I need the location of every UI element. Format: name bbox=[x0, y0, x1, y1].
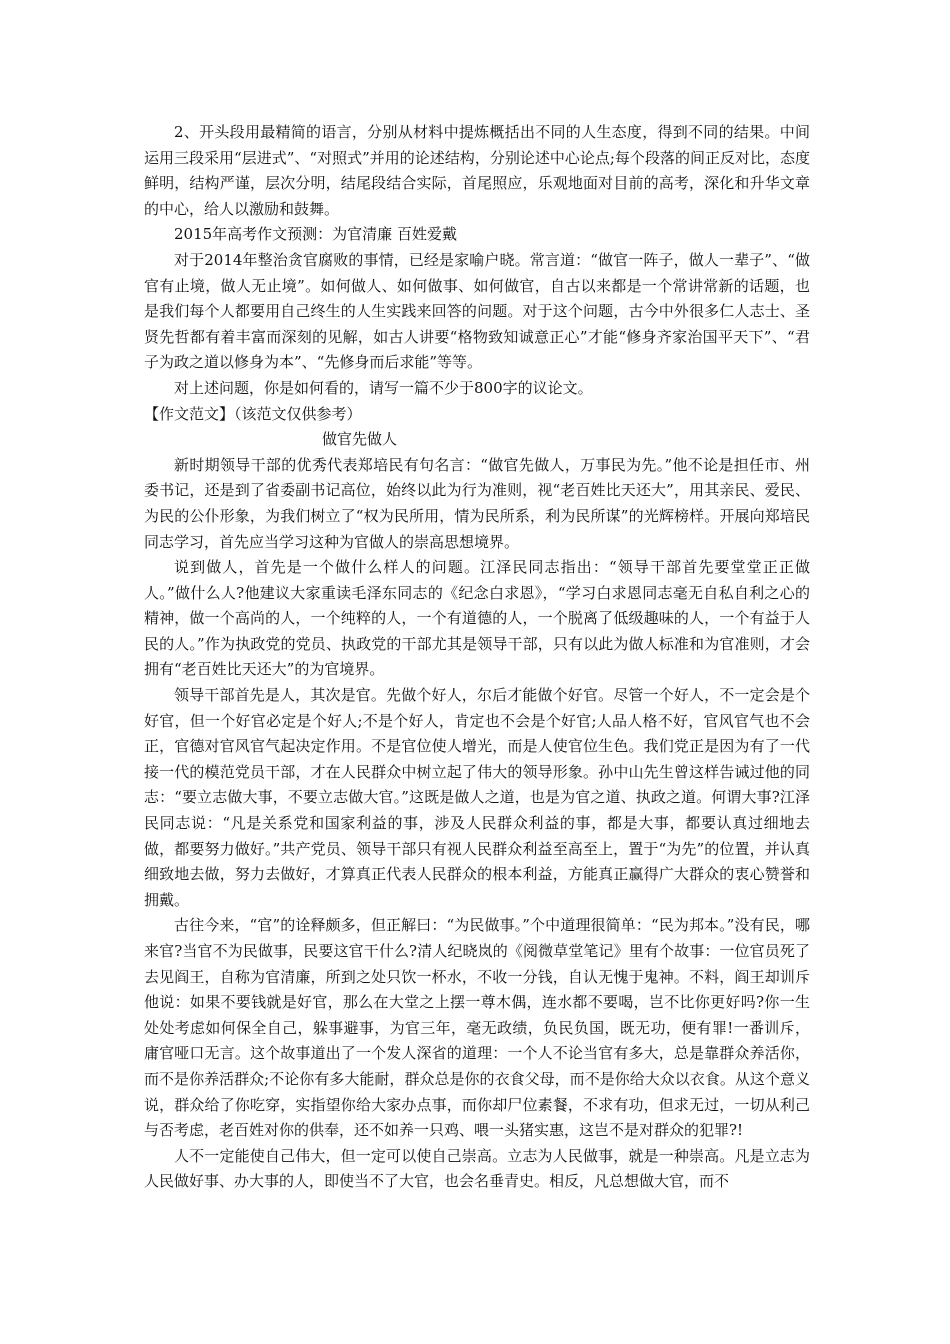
paragraph-analysis-point-2: 2、开头段用最精简的语言，分别从材料中提炼概括出不同的人生态度，得到不同的结果。中间运用三段采用“层进式”、“对照式”并用的论述结构，分别论述中心论点;每个段落的间正反对比，态度鲜明，结构严谨，层次分明，结尾段结合实际，首尾照应，乐观地面对目前的高考，深化和升华文章的中心，给人以激励和鼓舞。 bbox=[144, 123, 810, 218]
essay-paragraph-5: 人不一定能使自己伟大，但一定可以使自己崇高。立志为人民做事，就是一种崇高。凡是立志为人民做好事、办大事的人，即使当不了大官，也会名垂青史。相反，凡总想做大官，而不 bbox=[144, 1146, 810, 1191]
document-page bbox=[144, 120, 810, 1195]
essay-paragraph-1: 新时期领导干部的优秀代表郑培民有句名言：“做官先做人，万事民为先。”他不论是担任市、州委书记，还是到了省委副书记高位，始终以此为行为准则，视“老百姓比天还大”，用其亲民、爱民、为民的公仆形象，为我们树立了“权为民所用，情为民所系，利为民所谋”的光辉榜样。开展向郑培民同志学习，首先应当学习这种为官做人的崇高思想境界。 bbox=[144, 455, 810, 551]
prompt-heading: 2015年高考作文预测：为官清廉 百姓爱戴 bbox=[174, 225, 457, 244]
essay-paragraph-3: 领导干部首先是人，其次是官。先做个好人，尔后才能做个好官。尽管一个好人，不一定会是个好官，但一个好官必定是个好人;不是个好人，肯定也不会是个好官;人品人格不好，官风官气也不会正，官德对官风官气起决定作用。不是官位使人增光，而是人使官位生色。我们党正是因为有了一代接一代的模范党员干部，才在人民群众中树立起了伟大的领导形象。孙中山先生曾这样告诫过他的同志：“要立志做大事，不要立志做大官。”这既是做人之道，也是为官之道、执政之道。何谓大事?江泽民同志说：“凡是关系党和国家利益的事，涉及人民群众利益的事，都是大事，都要认真过细地去做，都要努力做好。”共产党员、领导干部只有视人民群众利益至高至上，置于“为先”的位置，并认真细致地去做，努力去做好，才算真正代表人民群众的根本利益，方能真正赢得广大群众的衷心赞誉和拥戴。 bbox=[144, 686, 810, 909]
paragraph-prompt-task: 对上述问题，你是如何看的，请写一篇不少于800字的议论文。 bbox=[174, 378, 593, 397]
essay-paragraph-2: 说到做人，首先是一个做什么样人的问题。江泽民同志指出：“领导干部首先要堂堂正正做人。”做什么人?他建议大家重读毛泽东同志的《纪念白求恩》，“学习白求恩同志毫无自私自利之心的精神，做一个高尚的人，一个纯粹的人，一个有道德的人，一个脱离了低级趣味的人，一个有益于人民的人。”作为执政党的党员、执政党的干部尤其是领导干部，只有以此为做人标准和为官准则，才会拥有“老百姓比天还大”的为官境界。 bbox=[144, 558, 810, 679]
paragraph-prompt-material: 对于2014年整治贪官腐败的事情，已经是家喻户晓。常言道：“做官一阵子，做人一辈子”、“做官有止境，做人无止境”。如何做人、如何做事、如何做官，自古以来都是一个常讲常新的话题，也是我们每个人都要用自己终生的人生实践来回答的问题。对于这个问题，古今中外很多仁人志士、圣贤先哲都有着丰富而深刻的见解，如古人讲要“格物致知诚意正心”才能“修身齐家治国平天下”、“君子为政之道以修身为本”、“先修身而后求能”等等。 bbox=[144, 250, 810, 372]
sample-essay-label: 【作文范文】（该范文仅供参考） bbox=[144, 404, 362, 423]
essay-title: 做官先做人 bbox=[322, 430, 398, 449]
essay-paragraph-4: 古往今来，“官”的诠释颇多，但正解曰：“为民做事。”个中道理很简单：“民为邦本。”没有民，哪来官?当官不为民做事，民要这官干什么?清人纪晓岚的《阅微草堂笔记》里有个故事：一位官员死了去见阎王，自称为官清廉，所到之处只饮一杯水，不收一分钱，自认无愧于鬼神。不料，阎王却训斥他说：如果不要钱就是好官，那么在大堂之上摆一尊木偶，连水都不要喝，岂不比你更好吗?你一生处处考虑如何保全自己，躲事避事，为官三年，毫无政绩，负民负国，既无功，便有罪!一番训斥，庸官哑口无言。这个故事道出了一个发人深省的道理：一个人不论当官有多大，总是靠群众养活你，而不是你养活群众;不论你有多大能耐，群众总是你的衣食父母，而不是你给大众以衣食。从这个意义说，群众给了你吃穿，实指望你给大家办点事，而你却尸位素餐，不求有功，但求无过，一切从利己与否考虑，老百姓对你的供奉，还不如养一只鸡、喂一头猪实惠，这岂不是对群众的犯罪?! bbox=[144, 916, 810, 1140]
